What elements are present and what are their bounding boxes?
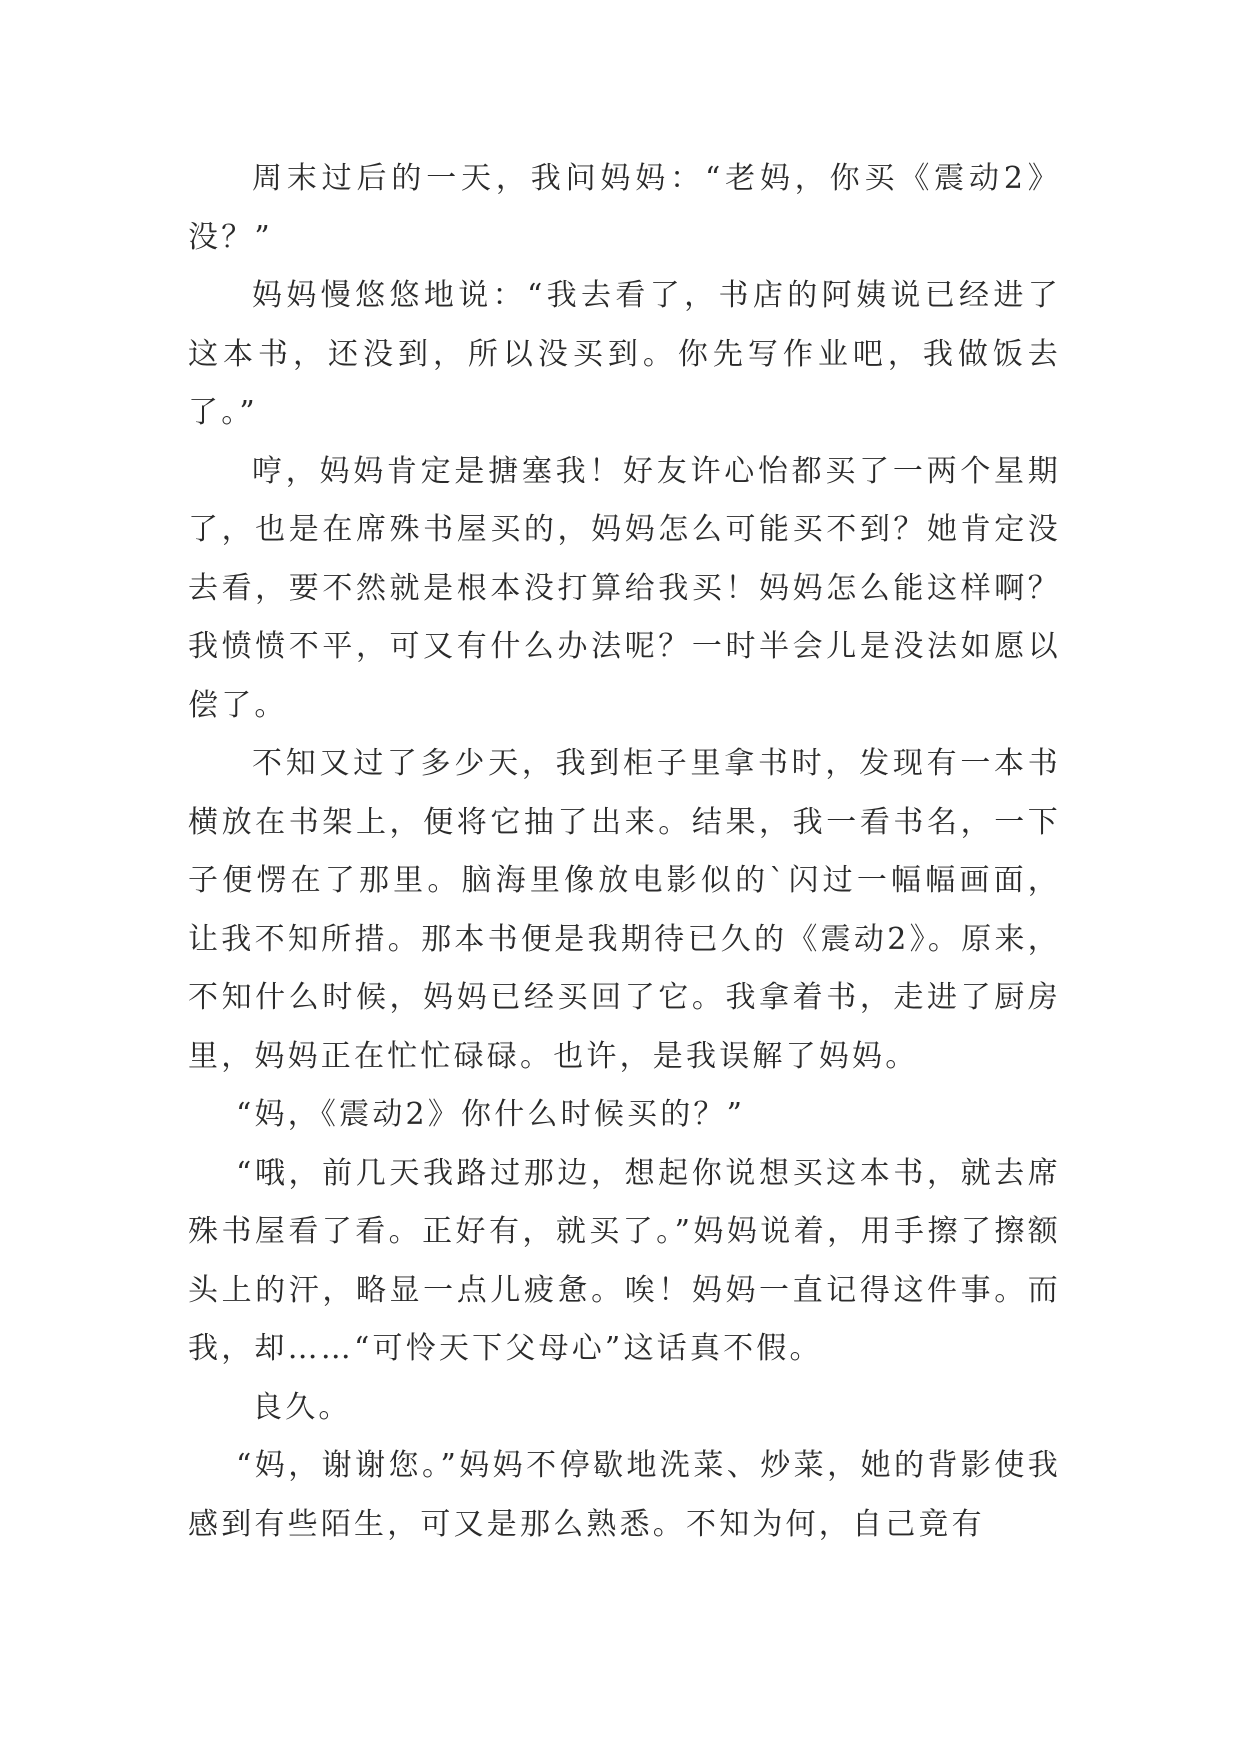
paragraph: “哦，前几天我路过那边，想起你说想买这本书，就去席殊书屋看了看。正好有，就买了。”妈妈说着，用手擦了擦额头上的汗，略显一点儿疲惫。唉！妈妈一直记得这件事。而我，却……“可怜天下父母心”这话真不假。	[188, 1155, 1061, 1366]
paragraph: “妈，谢谢您。”妈妈不停歇地洗菜、炒菜，她的背影使我感到有些陌生，可又是那么熟悉。不知为何，自己竟有	[188, 1448, 1061, 1542]
paragraph: “妈，《震动2》你什么时候买的？”	[236, 1097, 746, 1132]
paragraph: 妈妈慢悠悠地说：“我去看了，书店的阿姨说已经进了这本书，还没到，所以没买到。你先写作业吧，我做饭去了。”	[188, 278, 1061, 430]
paragraph: 周末过后的一天，我问妈妈：“老妈，你买《震动2》没？”	[188, 161, 1061, 255]
paragraph: 不知又过了多少天，我到柜子里拿书时，发现有一本书横放在书架上，便将它抽了出来。结果，我一看书名，一下子便愣在了那里。脑海里像放电影似的`闪过一幅幅画面，让我不知所措。那本书便是我期待已久的《震动2》。原来，不知什么时候，妈妈已经买回了它。我拿着书，走进了厨房里，妈妈正在忙忙碌碌。也许，是我误解了妈妈。	[188, 746, 1061, 1074]
paragraph: 哼，妈妈肯定是搪塞我！好友许心怡都买了一两个星期了，也是在席殊书屋买的，妈妈怎么可能买不到？她肯定没去看，要不然就是根本没打算给我买！妈妈怎么能这样啊？我愤愤不平，可又有什么办法呢？一时半会儿是没法如愿以偿了。	[188, 453, 1061, 723]
paragraph: 良久。	[252, 1389, 352, 1425]
